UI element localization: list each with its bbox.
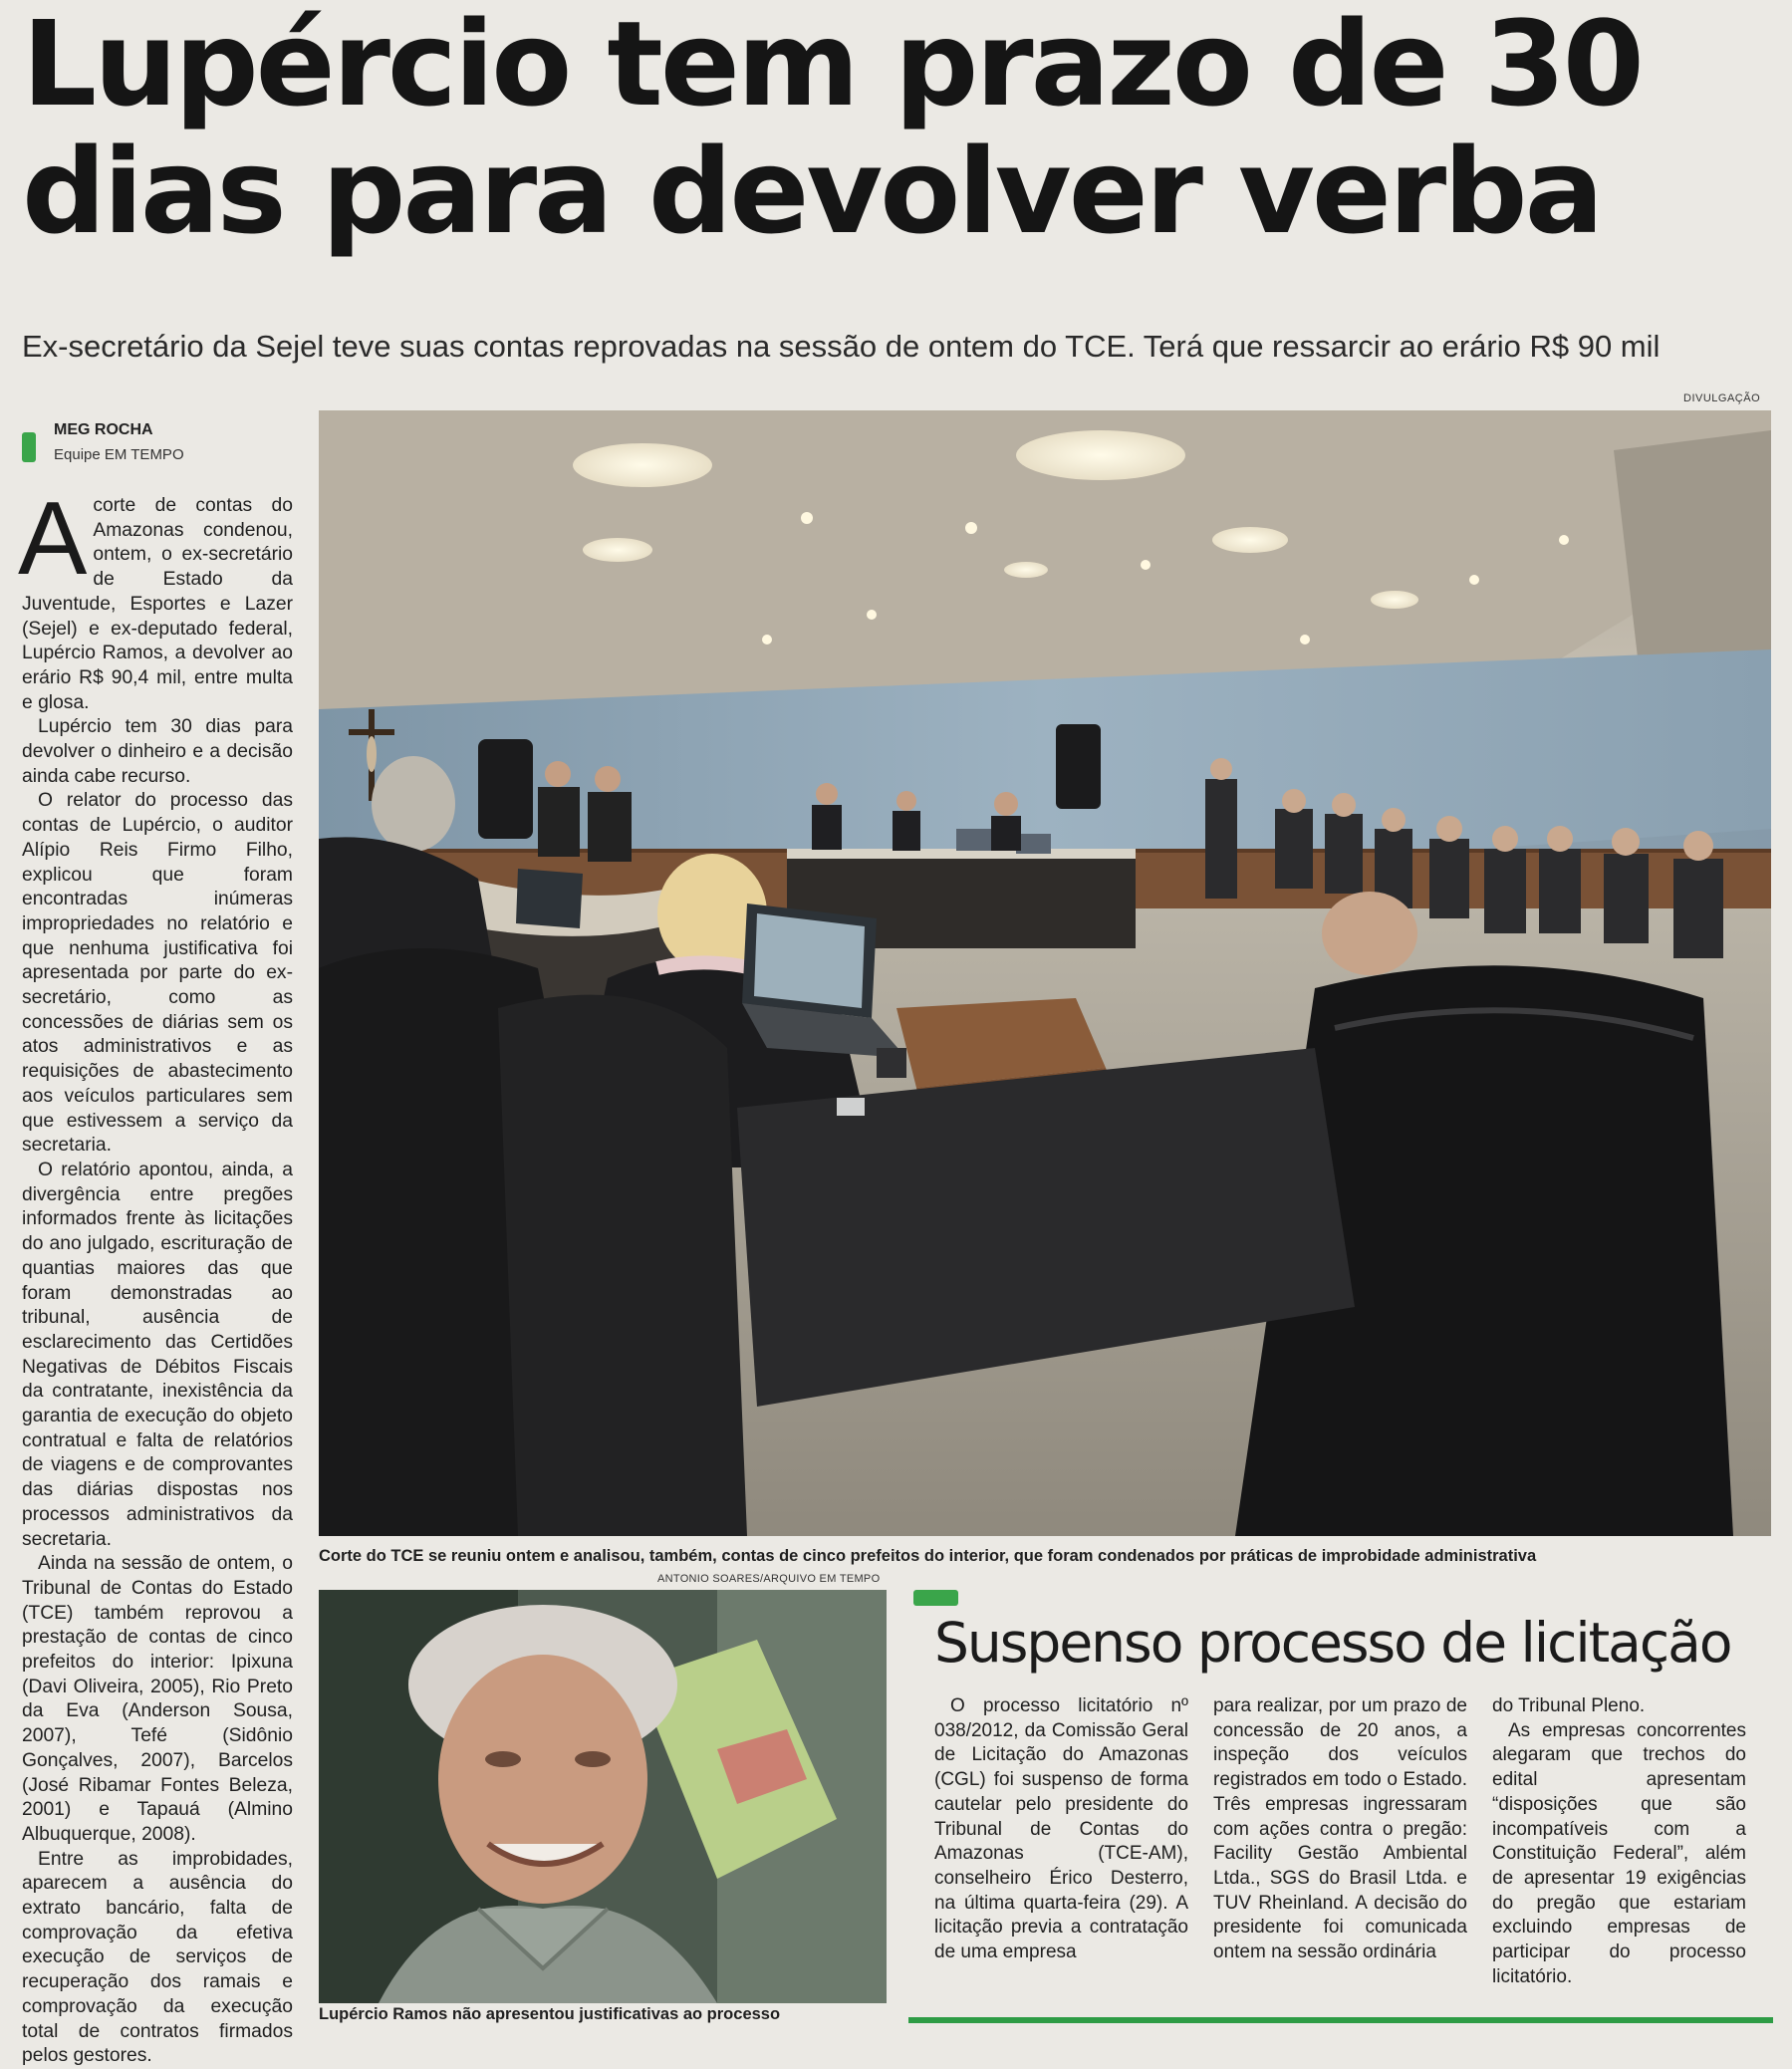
sidebar-body bbox=[934, 1694, 1746, 1989]
sidebar-paragraph: O processo licitatório nº 038/2012, da Comissão Geral de Licitação do Amazonas (CGL) foi suspenso de forma cautelar pelo presidente do Tribunal de Contas do Amazonas (TCE-AM), conselheiro Érico Desterro, na última quarta-feira (29). A licitação previa a contratação de uma empresa bbox=[934, 1695, 1188, 1963]
headline-line-2: dias para devolver verba bbox=[22, 123, 1602, 260]
article-paragraph: Entre as improbidades, aparecem a ausência do extrato bancário, falta de comprovação da efetiva execução de serviços de recuperação dos ramais e comprovação da execução total de contratos firmados pelos gestores. bbox=[22, 1848, 293, 2067]
sidebar-paragraph: para realizar, por um prazo de concessão de 20 anos, a inspeção dos veículos registrados em todo o Estado. Três empresas ingressaram com ações contra o pregão: Facility Gestão Ambiental Ltda., SGS do Brasil Ltda. e TUV Rheinland. A decisão do presidente foi comunicada ontem na sessão ordinária bbox=[1213, 1695, 1467, 1963]
sidebar-title: Suspenso processo de licitação bbox=[934, 1611, 1731, 1675]
article-paragraph: Lupércio tem 30 dias para devolver o dinheiro e a decisão ainda cabe recurso. bbox=[22, 716, 293, 787]
article-paragraph bbox=[18, 481, 293, 715]
headline bbox=[22, 0, 1775, 260]
small-photo-credit: ANTONIO SOARES/ARQUIVO EM TEMPO bbox=[657, 1573, 881, 1585]
lupercio-portrait-photo bbox=[319, 1590, 887, 2003]
sidebar-marker bbox=[913, 1590, 958, 1606]
sidebar-bottom-rule bbox=[908, 2017, 1773, 2023]
sidebar-paragraph: As empresas concorrentes alegaram que trechos do edital apresentam “disposições que são incompatíveis com a Constituição Federal”, além de apresentar 19 exigências do pregão que estariam excluindo empresas de participar do processo licitatório. bbox=[1492, 1719, 1746, 1987]
sidebar-column-2 bbox=[1213, 1694, 1467, 1989]
article-paragraph: O relatório apontou, ainda, a divergência entre pregões informados frente às licitações do ano julgado, escrituração de quantias maiores das que foram demonstradas ao tribunal, ausência de esclarecimento das Certidões Negativas de Débitos Fiscais da contratante, inexistência da garantia de execução do objeto contratual e falta de relatórios de viagens e de comprovantes das diárias dispostas nos processos administrativos da secretaria. bbox=[22, 1159, 293, 1550]
article-paragraph-text: corte de contas do Amazonas condenou, ontem, o ex-secretário de Estado da Juventude, Esportes e Lazer (Sejel) e ex-deputado federal, Lupércio Ramos, a devolver ao erário R$ 90,4 mil, entre multa e glosa. bbox=[22, 495, 293, 713]
article-paragraph: O relator do processo das contas de Lupércio, o auditor Alípio Reis Firmo Filho, explicou que foram encontradas inúmeras impropriedades no relatório e que nenhuma justificativa foi apresentada por parte do ex-secretário, como as concessões de diárias sem os atos administrativos e as requisições de abastecimento aos veículos particulares sem que estivessem a serviço da secretaria. bbox=[22, 790, 293, 1157]
article-body bbox=[18, 481, 293, 2069]
sidebar-column-1 bbox=[934, 1694, 1188, 1989]
headline-line-1: Lupércio tem prazo de 30 bbox=[22, 0, 1642, 132]
sidebar-paragraph: do Tribunal Pleno. bbox=[1492, 1695, 1646, 1716]
drop-cap: A bbox=[18, 481, 88, 597]
subheadline: Ex-secretário da Sejel teve suas contas reprovadas na sessão de ontem do TCE. Terá que ressarcir ao erário R$ 90 mil bbox=[22, 329, 1661, 364]
small-photo-caption: Lupércio Ramos não apresentou justificativas ao processo bbox=[319, 2005, 781, 2023]
byline-author: MEG ROCHA bbox=[54, 421, 153, 438]
main-photo-credit: DIVULGAÇÃO bbox=[1683, 392, 1761, 404]
byline-team: Equipe EM TEMPO bbox=[54, 446, 184, 463]
courtroom-session-photo bbox=[319, 410, 1771, 1536]
sidebar-column-3 bbox=[1492, 1694, 1746, 1989]
article-paragraph: Ainda na sessão de ontem, o Tribunal de Contas do Estado (TCE) também reprovou a prestação de contas de cinco prefeitos do interior: Ipixuna (Davi Oliveira, 2005), Rio Preto da Eva (Anderson Sousa, 2007), Tefé (Sidônio Gonçalves, 2007), Barcelos (José Ribamar Fontes Beleza, 2001) e Tapauá (Almino Albuquerque, 2008). bbox=[22, 1553, 293, 1845]
main-photo-caption: Corte do TCE se reuniu ontem e analisou, também, contas de cinco prefeitos do interior, que foram condenados por práticas de improbidade administrativa bbox=[319, 1547, 1537, 1565]
byline-marker bbox=[22, 432, 36, 462]
